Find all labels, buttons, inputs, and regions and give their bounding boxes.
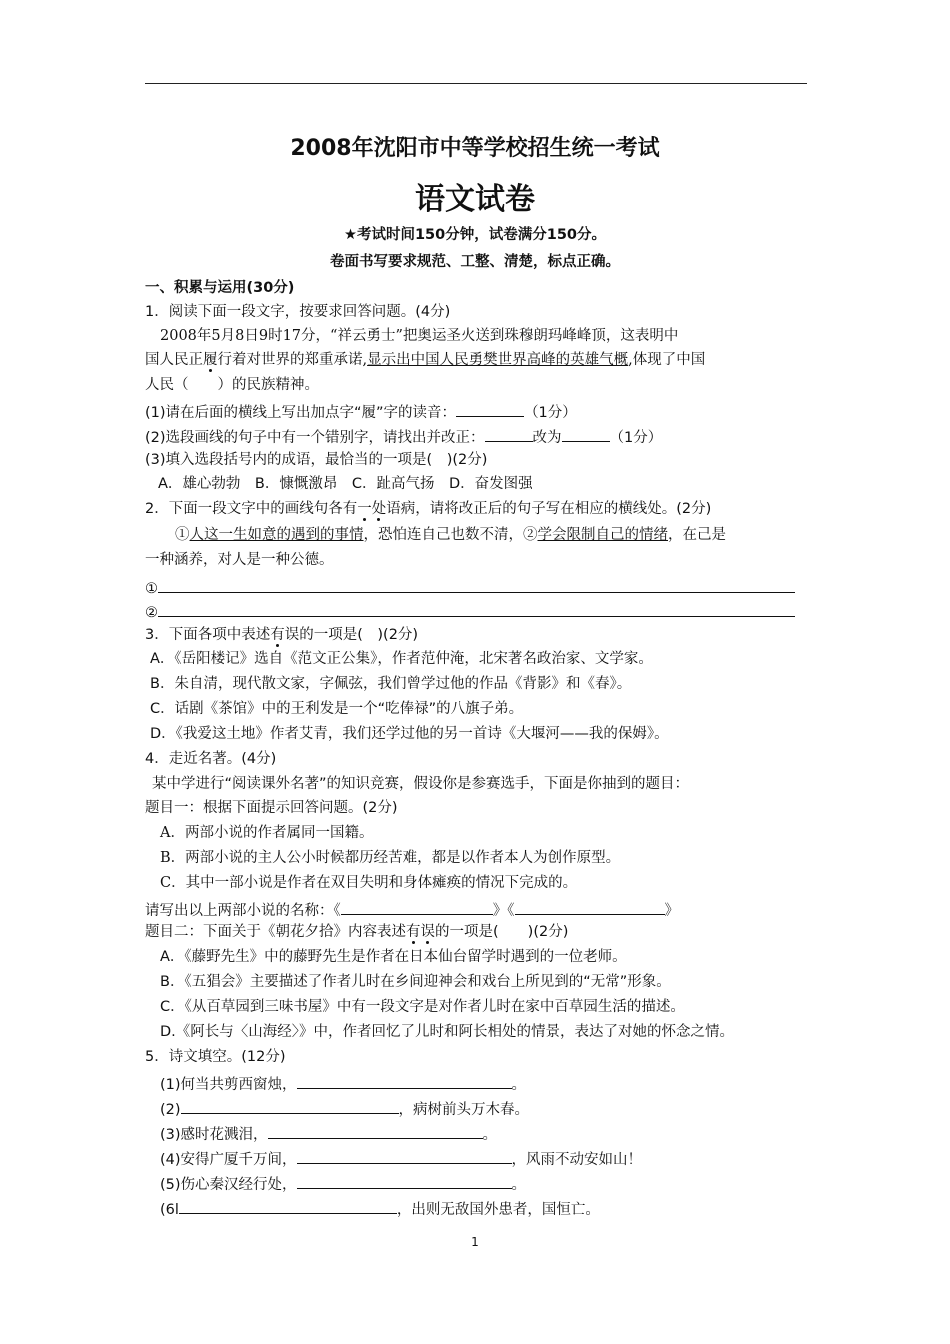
q2-passage-line1: ①人这一生如意的遇到的事情，恐怕连自己也数不清，②学会限制自己的情绪，在己是 <box>175 527 726 543</box>
q3-option-a: A．《岳阳楼记》选自《范文正公集》，作者范仲淹，北宋著名政治家、文学家。 <box>150 651 653 667</box>
answer-blank[interactable] <box>562 425 610 442</box>
q1-sub3: (3)填入选段括号内的成语，最恰当的一项是( )(2分) <box>145 452 488 468</box>
paper-title: 语文试卷 <box>415 182 535 217</box>
exam-note-time: ★考试时间150分钟，试卷满分150分。 <box>343 227 607 243</box>
answer-line[interactable] <box>158 576 795 593</box>
q3-option-c: C．话剧《茶馆》中的王利发是一个“吃俸禄”的八旗子弟。 <box>150 701 524 717</box>
answer-line[interactable] <box>158 600 795 617</box>
q4-stem: 4．走近名著。(4分) <box>145 751 277 767</box>
answer-blank[interactable] <box>297 1172 512 1189</box>
q4-topic2-c: C．《从百草园到三味书屋》中有一段文字是对作者儿时在家中百草园生活的描述。 <box>160 999 685 1015</box>
q5-line5: (5)伤心秦汉经行处， 。 <box>160 1172 526 1195</box>
q4-topic2-a: A．《藤野先生》中的藤野先生是作者在日本仙台留学时遇到的一位老师。 <box>160 949 627 965</box>
dotted-char: 履 <box>203 352 218 368</box>
answer-blank[interactable] <box>268 1122 483 1139</box>
q5-line4: (4)安得广厦千万间， ，风雨不动安如山！ <box>160 1147 642 1170</box>
q4-topic1-b: B．两部小说的主人公小时候都历经苦难，都是以作者本人为创作原型。 <box>160 850 621 866</box>
q1-passage-line2: 国人民正履行着对世界的郑重承诺,显示出中国人民勇樊世界高峰的英雄气概,体现了中国 <box>145 352 706 368</box>
q1-options: A．雄心勃勃 B．慷慨激昂 C．趾高气扬 D．奋发图强 <box>158 476 533 492</box>
underlined-sentence: 人这一生如意的遇到的事情 <box>189 527 364 543</box>
q4-intro: 某中学进行“阅读课外名著”的知识竞赛，假设你是参赛选手，下面是你抽到的题目： <box>152 776 690 792</box>
answer-blank[interactable] <box>456 400 524 417</box>
q2-answer-2: ② <box>145 600 795 623</box>
answer-blank[interactable] <box>341 898 493 915</box>
q5-stem: 5．诗文填空。(12分) <box>145 1049 286 1065</box>
q2-answer-1: ① <box>145 576 795 599</box>
q4-topic2-b: B．《五猖会》主要描述了作者儿时在乡间迎神会和戏台上所见到的“无常”形象。 <box>160 974 671 990</box>
q2-stem: 2．下面一段文字中的画线句各有一处语病，请将改正后的句子写在相应的横线处。(2分) <box>145 501 712 517</box>
exam-title: 2008年沈阳市中等学校招生统一考试 <box>290 136 660 161</box>
q4-topic2-d: D.《阿长与〈山海经〉》中，作者回忆了儿时和阿长相处的情景，表达了对她的怀念之情。 <box>160 1024 735 1040</box>
section-heading: 一、积累与运用(30分) <box>145 280 295 296</box>
answer-blank[interactable] <box>485 425 533 442</box>
answer-blank[interactable] <box>297 1072 512 1089</box>
q3-option-d: D．《我爱这土地》作者艾青，我们还学过他的另一首诗《大堰河——我的保姆》。 <box>150 726 669 742</box>
answer-blank[interactable] <box>297 1147 512 1164</box>
header-rule <box>145 83 807 84</box>
q2-passage-line2: 一种涵养，对人是一种公德。 <box>145 552 334 568</box>
q1-stem: 1．阅读下面一段文字，按要求回答问题。(4分) <box>145 304 451 320</box>
q1-passage-line1: 2008年5月8日9时17分，“祥云勇士”把奥运圣火送到珠穆朗玛峰峰顶，这表明中 <box>160 328 679 344</box>
q1-sub1: (1)请在后面的横线上写出加点字“履”字的读音： （1分） <box>145 400 577 423</box>
q1-passage-line3: 人民（ ）的民族精神。 <box>145 377 319 393</box>
underlined-sentence: 学会限制自己的情绪 <box>537 527 668 543</box>
q3-option-b: B．朱自清，现代散文家，字佩弦，我们曾学过他的作品《背影》和《春》。 <box>150 676 632 692</box>
q4-names: 请写出以上两部小说的名称：《 》《 》 <box>145 898 679 921</box>
q4-topic2: 题目二：下面关于《朝花夕拾》内容表述有误的一项是( )(2分) <box>145 924 569 940</box>
q5-line6: (6l ，出则无敌国外患者，国恒亡。 <box>160 1197 600 1220</box>
q5-line2: (2) ，病树前头万木春。 <box>160 1097 529 1120</box>
exam-note-writing: 卷面书写要求规范、工整、清楚，标点正确。 <box>330 254 620 270</box>
q5-line3: (3)感时花溅泪， 。 <box>160 1122 497 1145</box>
answer-blank[interactable] <box>515 898 665 915</box>
underlined-sentence: 显示出中国人民勇樊世界高峰的英雄气概 <box>367 352 629 368</box>
q1-sub2: (2)选段画线的句子中有一个错别字，请找出并改正： 改为 （1分） <box>145 425 662 448</box>
q4-topic1-c: C．其中一部小说是作者在双目失明和身体瘫痪的情况下完成的。 <box>160 875 578 891</box>
q4-topic1-a: A．两部小说的作者属同一国籍。 <box>160 825 374 841</box>
q4-topic1: 题目一：根据下面提示回答问题。(2分) <box>145 800 398 816</box>
q5-line1: (1)何当共剪西窗烛， 。 <box>160 1072 526 1095</box>
q3-stem: 3．下面各项中表述有误的一项是( )(2分) <box>145 627 419 643</box>
answer-blank[interactable] <box>181 1097 399 1114</box>
page-number: 1 <box>471 1235 479 1249</box>
answer-blank[interactable] <box>179 1197 397 1214</box>
